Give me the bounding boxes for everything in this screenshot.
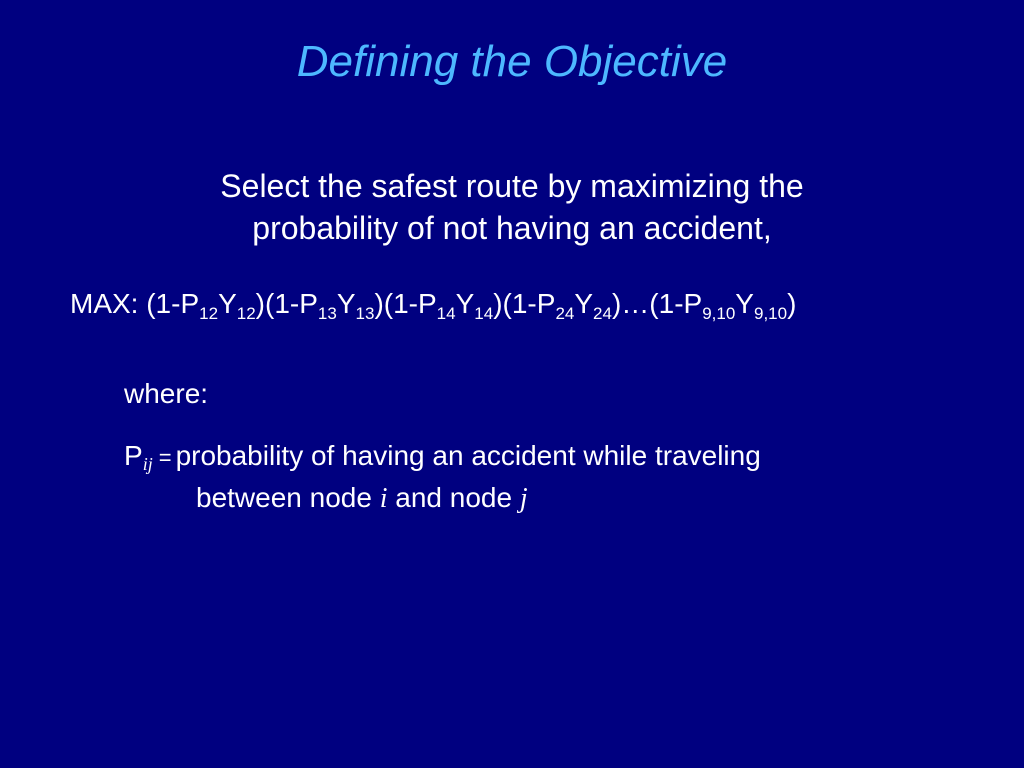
term-p-sub: 24 <box>555 304 575 323</box>
term-p-sub: 13 <box>317 304 337 323</box>
definition-line-1 <box>124 436 944 478</box>
formula-term <box>649 288 797 323</box>
definition-text-2a: between node <box>196 482 380 513</box>
term-close: ) <box>493 288 503 319</box>
term-p-sub: 12 <box>199 304 219 323</box>
term-open: (1-P <box>383 288 437 319</box>
term-y-sub: 13 <box>355 304 375 323</box>
var-j: j <box>519 483 528 514</box>
term-y: Y <box>455 288 475 319</box>
term-y-sub: 24 <box>593 304 612 323</box>
formula-term <box>502 288 622 323</box>
term-open: (1-P <box>265 288 318 319</box>
intro-line-2: probability of not having an accident, <box>252 210 772 246</box>
intro-text <box>0 165 1024 249</box>
objective-formula <box>70 288 1010 323</box>
slide-title: Defining the Objective <box>296 37 728 86</box>
term-close: ) <box>611 288 622 319</box>
term-p-sub: 14 <box>436 304 456 323</box>
where-label: where: <box>124 378 209 409</box>
term-close: ) <box>787 288 797 319</box>
term-p-sub: 9,10 <box>702 304 736 323</box>
term-y: Y <box>336 288 356 319</box>
term-close: ) <box>255 288 265 319</box>
formula-term <box>146 288 265 323</box>
term-y-sub: 12 <box>236 304 256 323</box>
var-i: i <box>379 483 388 514</box>
term-open: (1-P <box>146 288 200 319</box>
term-y: Y <box>574 288 594 319</box>
variable-definition <box>124 436 944 519</box>
term-y-sub: 9,10 <box>753 304 788 323</box>
term-y: Y <box>735 288 754 319</box>
definition-text-1: probability of having an accident while traveling <box>175 440 761 471</box>
term-y: Y <box>218 288 237 319</box>
formula-prefix: MAX: <box>70 288 147 319</box>
definition-equals: = <box>158 445 172 470</box>
definition-symbol-sub: ij <box>142 454 153 474</box>
term-close: ) <box>374 288 384 319</box>
term-open: (1-P <box>649 288 703 319</box>
formula-term <box>383 288 503 323</box>
definition-text-2b: and node <box>387 482 520 513</box>
intro-line-1: Select the safest route by maximizing the <box>220 168 804 204</box>
term-open: (1-P <box>502 288 556 319</box>
formula-ellipsis: … <box>621 288 650 319</box>
definition-symbol: P <box>124 440 143 471</box>
definition-line-2 <box>124 478 944 519</box>
term-y-sub: 14 <box>474 304 494 323</box>
formula-term <box>265 288 384 323</box>
